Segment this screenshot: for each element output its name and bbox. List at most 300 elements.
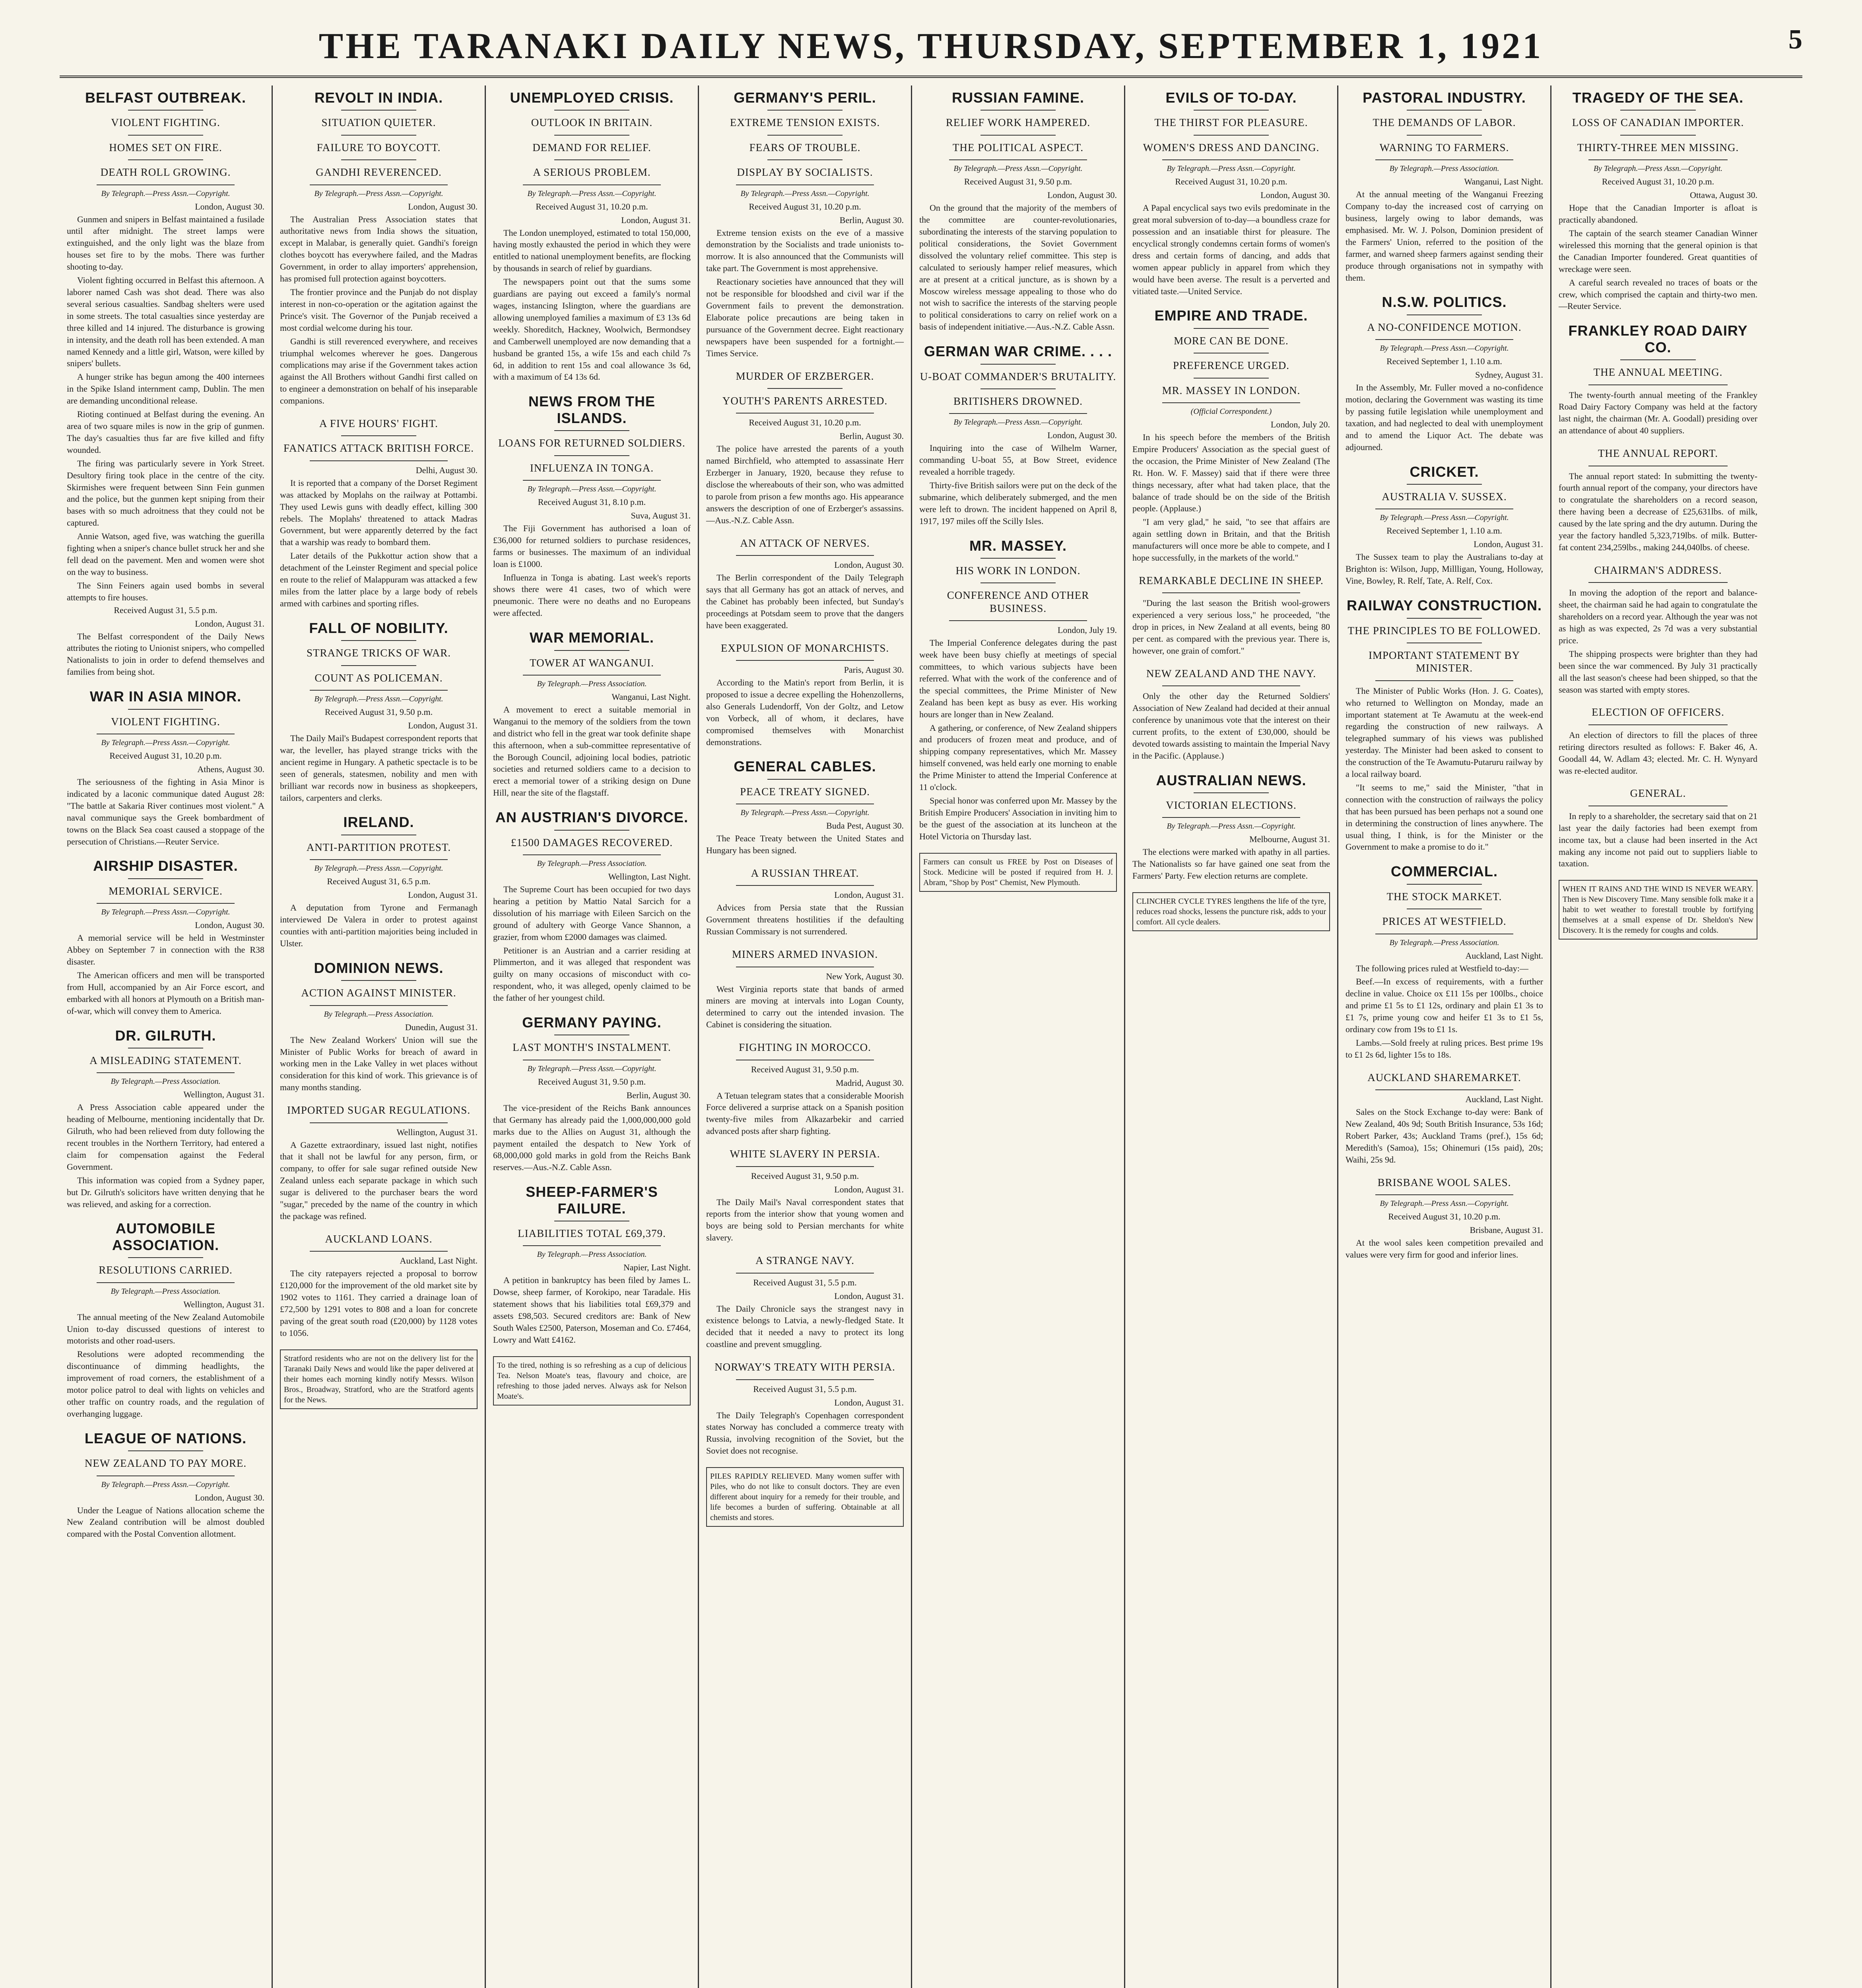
- headline-rule: [310, 1122, 448, 1123]
- headline-rule: [1407, 618, 1482, 619]
- article: [919, 89, 1117, 333]
- advertisement: To the tired, nothing is so refreshing as a cup of delicious Tea. Nelson Moate's teas, flavoury and choice, are refreshing to those jaded nerves. Always ask for Nelson Moate's.: [493, 1356, 691, 1406]
- article: [706, 948, 904, 1031]
- article: [280, 89, 478, 407]
- wire-credit: By Telegraph.—Press Assn.—Copyright.: [101, 738, 230, 747]
- dateline: London, August 31.: [834, 1397, 904, 1408]
- column-5: [912, 85, 1125, 1988]
- received-time: Received August 31, 10.20 p.m.: [1388, 1211, 1501, 1222]
- article-body: [67, 1311, 264, 1420]
- article-body: [706, 1196, 904, 1244]
- article-headline: GERMANY'S PERIL.: [734, 89, 876, 106]
- advertisement: WHEN IT RAINS AND THE WIND IS NEVER WEARY. Then is New Discovery Time. Many sensible folk make it a habit to wet weather to forestall trouble by fortifying themselves at a small expense of Dr. Sheldon's New Discovery. It is the remedy for coughs and colds.: [1559, 880, 1757, 940]
- dateline: Wellington, August 31.: [183, 1089, 264, 1100]
- article-subheading: AUSTRALIA V. SUSSEX.: [1382, 491, 1507, 503]
- article-subheading: FEARS OF TROUBLE.: [749, 141, 861, 153]
- received-time: Received August 31, 10.20 p.m.: [109, 750, 222, 761]
- headline-rule: [97, 1475, 235, 1476]
- article-subheading: YOUTH'S PARENTS ARRESTED.: [722, 394, 888, 407]
- article: [493, 1014, 691, 1173]
- dateline: London, August 30.: [1260, 190, 1330, 200]
- paragraph: The seriousness of the fighting in Asia Minor is indicated by a laconic communique dated August 28: "The battle at Sakaria River continues most violent." A naval communique says the Greek bombardment of towns on the Black Sea coast caused a stoppage of the persecution of Christians.—Reuter Service.: [67, 777, 264, 846]
- headline-rule: [128, 1450, 203, 1451]
- paragraph: The frontier province and the Punjab do not display interest in non-co-operation or the agitation against the Prince's visit. The Governor of the Punjab received a most cordial welcome during his tour.: [280, 287, 478, 333]
- article-body: [280, 214, 478, 407]
- columns-container: [60, 85, 1802, 1988]
- article-headline: FRANKLEY ROAD DAIRY CO.: [1568, 322, 1748, 355]
- dateline: London, August 30.: [195, 201, 264, 212]
- article-subheading: THE DEMANDS OF LABOR.: [1373, 116, 1516, 129]
- article: [1559, 706, 1757, 777]
- article-subheading: MURDER OF ERZBERGER.: [736, 370, 874, 382]
- article: [280, 620, 478, 804]
- paragraph: Beef.—In excess of requirements, with a further decline in value. Choice ox £11 15s per 100lbs., choice and prime £1 5s to £1 12s, ordinary and plain £1 3s to £1 7s, prime young cow and heifer £1 3s to £1 5s, ordinary cow from 19s to £1 1s.: [1346, 977, 1543, 1035]
- headline-rule: [767, 159, 843, 160]
- paragraph: At the annual meeting of the Wanganui Freezing Company to-day the increased cost of carrying on business, largely owing to labor demands, was emphasised. Mr. W. J. Polson, Dominion president of the Farmers' Union, referred to the position of the farmer, and warned sheep farmers against sending their produce through organisations not in sympathy with them.: [1346, 189, 1543, 283]
- headline-rule: [1407, 884, 1482, 885]
- headline-rule: [736, 555, 874, 556]
- paragraph: This information was copied from a Sydney paper, but Dr. Gilruth's solicitors have written denying that he was relieved, and asking for a correction.: [67, 1175, 264, 1209]
- received-time: Received August 31, 6.5 p.m.: [327, 876, 431, 887]
- article-subheading: THE POLITICAL ASPECT.: [952, 141, 1084, 153]
- paragraph: The elections were marked with apathy in all parties. The Nationalists so far have gained one seat from the Farmers' Party. Few election returns are complete.: [1132, 847, 1330, 881]
- article: [280, 960, 478, 1093]
- headline-rule: [1620, 110, 1696, 111]
- wire-credit: By Telegraph.—Press Assn.—Copyright.: [527, 484, 656, 493]
- dateline: Paris, August 30.: [844, 664, 904, 675]
- paragraph: Extreme tension exists on the eve of a massive demonstration by the Socialists and trade unionists to-morrow. It is also announced that the Communists will take part. The Government is most apprehensive.: [706, 227, 904, 274]
- article-headline: AUSTRALIAN NEWS.: [1156, 772, 1307, 788]
- headline-rule: [1375, 680, 1514, 681]
- article-headline: NEWS FROM THE ISLANDS.: [528, 393, 655, 426]
- paragraph: Special honor was conferred upon Mr. Massey by the British Empire Producers' Association in inviting him to be the guest of the association at its luncheon at the Hotel Victoria on Thursday last.: [919, 796, 1117, 841]
- masthead: [60, 16, 1802, 78]
- article: [1132, 667, 1330, 762]
- article: [706, 1254, 904, 1350]
- article-body: [706, 1090, 904, 1138]
- wire-credit: By Telegraph.—Press Assn.—Copyright.: [1167, 164, 1296, 173]
- article-subheading: FAILURE TO BOYCOTT.: [316, 141, 441, 153]
- dateline: Buda Pest, August 30.: [826, 821, 904, 831]
- dateline: Wellington, Last Night.: [608, 871, 691, 881]
- headline-rule: [341, 665, 416, 666]
- article-subheading: AUCKLAND SHAREMARKET.: [1367, 1071, 1521, 1083]
- headline-rule: [554, 650, 629, 651]
- paragraph: In the Assembly, Mr. Fuller moved a no-confidence motion, declaring the Government was wasting its time by passing futile legislation while unemployment and taxation, and had neglected to deal with unemployment and to amend the Liquor Act. The debate was adjourned.: [1346, 382, 1543, 452]
- article-subheading: ACTION AGAINST MINISTER.: [301, 987, 456, 999]
- headline-rule: [341, 135, 416, 136]
- received-time: Received August 31, 10.20 p.m.: [1175, 177, 1287, 187]
- dateline: Melbourne, August 31.: [1249, 834, 1330, 845]
- article-subheading: RELIEF WORK HAMPERED.: [946, 116, 1091, 129]
- article-headline: N.S.W. POLITICS.: [1382, 294, 1507, 311]
- article-body: [67, 1505, 264, 1540]
- headline-rule: [554, 135, 629, 136]
- article-body: [706, 902, 904, 938]
- received-time: Received August 31, 9.50 p.m.: [538, 1076, 646, 1087]
- paragraph: The Daily Chronicle says the strangest navy in existence belongs to Latvia, a newly-fledged State. It decided that it needed a navy to protect its long coastline and prevent smuggling.: [706, 1303, 904, 1349]
- article: [1559, 787, 1757, 870]
- paragraph: Rioting continued at Belfast during the evening. An area of two square miles is now in the grip of gunmen. The day's casualties thus far are five killed and fifty wounded.: [67, 409, 264, 455]
- paragraph: A hunger strike has begun among the 400 internees in the Spike Island internment camp, Dublin. The men are demanding unconditional release.: [67, 372, 264, 406]
- paragraph: Lambs.—Sold freely at ruling prices. Best prime 19s to £1 2s 6d, lighter 15s to 18s.: [1346, 1038, 1543, 1060]
- article-subheading: NEW ZEALAND AND THE NAVY.: [1146, 667, 1316, 679]
- headline-rule: [341, 980, 416, 981]
- paragraph: Violent fighting occurred in Belfast this afternoon. A laborer named Cash was shot dead. There was also several serious casualties. Sandbag shelters were used in some streets. The total casualties since yesterday are three killed and 14 injured. The disturbance is growing in intensity, and the death roll has been extended. A man named Kennedy and a little girl, Watson, were killed by snipers' bullets.: [67, 275, 264, 369]
- wire-credit: By Telegraph.—Press Association.: [1389, 164, 1499, 173]
- article: [706, 1041, 904, 1137]
- received-time: Received August 31, 9.50 p.m.: [324, 707, 433, 717]
- dateline: Brisbane, August 31.: [1470, 1225, 1543, 1235]
- wire-credit: By Telegraph.—Press Association.: [111, 1077, 221, 1086]
- article: [493, 629, 691, 799]
- paragraph: Thirty-five British sailors were put on the deck of the submarine, which deliberately submerged, and the men were left to drown. The incident happened on April 8, 1917, 197 miles off the Scilly Isles.: [919, 480, 1117, 526]
- article-subheading: THE ANNUAL REPORT.: [1598, 447, 1718, 460]
- article-subheading: AUCKLAND LOANS.: [325, 1233, 433, 1245]
- paragraph: The American officers and men will be transported from Hull, accompanied by an Air Force escort, and embarked with all honors at Plymouth on a British man-of-war, which will convey them to America.: [67, 970, 264, 1016]
- article: [493, 809, 691, 1004]
- paragraph: The city ratepayers rejected a proposal to borrow £120,000 for the improvement of the old market site by 1902 votes to 1161. They carried a drainage loan of £72,500 by 1291 votes to 808 and a loan for concrete paving of the great south road (£20,000) by 1128 votes to 1056.: [280, 1268, 478, 1338]
- article-subheading: TOWER AT WANGANUI.: [530, 656, 654, 669]
- dateline: London, August 30.: [1047, 190, 1117, 200]
- article-subheading: THIRTY-THREE MEN MISSING.: [1577, 141, 1739, 153]
- article-subheading: CHAIRMAN'S ADDRESS.: [1594, 564, 1722, 576]
- article-subheading: MINERS ARMED INVASION.: [732, 948, 878, 961]
- wire-credit: By Telegraph.—Press Assn.—Copyright.: [740, 189, 870, 198]
- wire-credit: By Telegraph.—Press Assn.—Copyright.: [101, 1480, 230, 1489]
- headline-rule: [981, 558, 1056, 559]
- paragraph: The Supreme Court has been occupied for two days hearing a petition by Mattio Natal Sarcich for a dissolution of his marriage with Eileen Sarcich on the ground of adultery with George Vance Shannon, a grazier, from whom £2000 damages was claimed.: [493, 884, 691, 942]
- dateline: London, August 30.: [834, 560, 904, 570]
- headline-rule: [523, 1245, 661, 1246]
- headline-rule: [1194, 792, 1269, 793]
- article-subheading: A NO-CONFIDENCE MOTION.: [1367, 321, 1522, 333]
- article-body: [1346, 1237, 1543, 1261]
- dateline: London, August 31.: [1474, 539, 1543, 549]
- article-subheading: DEATH ROLL GROWING.: [100, 166, 231, 179]
- article-subheading: WOMEN'S DRESS AND DANCING.: [1143, 141, 1320, 153]
- article: [1346, 89, 1543, 283]
- article-headline: COMMERCIAL.: [1391, 863, 1498, 880]
- headline-rule: [1588, 159, 1728, 160]
- article-subheading: MORE CAN BE DONE.: [1174, 334, 1289, 347]
- headline-rule: [1194, 110, 1269, 111]
- article: [1132, 574, 1330, 657]
- received-time: Received September 1, 1.10 a.m.: [1386, 356, 1502, 367]
- article-headline: WAR MEMORIAL.: [530, 629, 654, 646]
- article-subheading: IMPORTED SUGAR REGULATIONS.: [287, 1104, 471, 1116]
- article-body: [1559, 810, 1757, 870]
- paragraph: The Imperial Conference delegates during the past week have been busy chiefly at meetings of special committees, to which various subjects have been referred. What with the work of the conference and of the special committees, the Prime Minister of New Zealand has been kept as busy as ever. His working hours are longer than in New Zealand.: [919, 638, 1117, 719]
- article-subheading: A FIVE HOURS' FIGHT.: [319, 417, 438, 430]
- article-body: [1132, 690, 1330, 761]
- headline-rule: [1194, 378, 1269, 379]
- paragraph: Resolutions were adopted recommending the discontinuance of dimming headlights, the improvement of road corners, the establishment of a motor police patrol to deal with lights on vehicles and other traffic on country roads, and the regulation of overhanging luggage.: [67, 1349, 264, 1419]
- received-time: Received September 1, 1.10 a.m.: [1386, 526, 1502, 536]
- wire-credit: By Telegraph.—Press Assn.—Copyright.: [1167, 822, 1296, 831]
- paragraph: Hope that the Canadian Importer is afloat is practically abandoned.: [1559, 203, 1757, 225]
- article-subheading: MR. MASSEY IN LONDON.: [1162, 384, 1301, 396]
- dateline: London, August 31.: [195, 618, 264, 629]
- headline-rule: [736, 885, 874, 886]
- article-headline: RAILWAY CONSTRUCTION.: [1346, 597, 1542, 614]
- headline-rule: [310, 690, 448, 691]
- paragraph: Inquiring into the case of Wilhelm Warner, commanding U-boat 55, at Bow Street, evidence revealed a horrible tragedy.: [919, 443, 1117, 477]
- article-subheading: COUNT AS POLICEMAN.: [315, 672, 443, 684]
- paragraph: An election of directors to fill the places of three retiring directors resulted as follows: F. Baker 46, A. Goodall 44, W. Adlam 43; elected. Mr. C. H. Wynyard was re-elected auditor.: [1559, 730, 1757, 776]
- dateline: London, August 31.: [834, 1184, 904, 1194]
- article: [67, 1430, 264, 1540]
- paragraph: The annual meeting of the New Zealand Automobile Union to-day discussed questions of interest to motorists and other road-users.: [67, 1312, 264, 1346]
- paragraph: The captain of the search steamer Canadian Winner wirelessed this morning that the general opinion is that the Canadian Importer foundered. Great quantities of wreckage were seen.: [1559, 228, 1757, 274]
- paragraph: It is reported that a company of the Dorset Regiment was attacked by Moplahs on the railway at Pottambi. They used Lewis guns with deadly effect, killing 300 rebels. The Moplahs' threatened to attack Madras Government, but were apparently deterred by the fact that a warship was ready to bombard them.: [280, 478, 478, 547]
- paragraph: On the ground that the majority of the members of the committee are counter-revolutionaries, subordinating the interests of the starving population to political considerations, the Soviet Government dissolved the voluntary relief committee. This step is calculated to seriously hamper relief measures, which are at present at a critical juncture, as is shown by a Moscow wireless message appealing to those who do not wish to sacrifice the interests of the starving people to political considerations to carry on relief work on a basis of independent initiative.—Aus.-N.Z. Cable Assn.: [919, 203, 1117, 332]
- paragraph: West Virginia reports state that bands of armed miners are moving at intervals into Logan County, determined to carry out the intended invasion. The Cabinet is considering the situation.: [706, 984, 904, 1030]
- headline-rule: [523, 184, 661, 185]
- headline-rule: [554, 430, 629, 431]
- article-subheading: REMARKABLE DECLINE IN SHEEP.: [1139, 574, 1324, 586]
- dateline: London, August 31.: [408, 890, 478, 900]
- paragraph: The twenty-fourth annual meeting of the Frankley Road Dairy Factory Company was held at the factory last night, the chairman (Mr. A. Goodall) presiding over an attendance of about 40 suppliers.: [1559, 390, 1757, 436]
- headline-rule: [981, 110, 1056, 111]
- headline-rule: [1194, 328, 1269, 329]
- article-body: [280, 1268, 478, 1339]
- dateline: Suva, August 31.: [631, 510, 691, 520]
- headline-rule: [310, 859, 448, 860]
- article-body: [706, 443, 904, 526]
- article-body: [706, 1409, 904, 1457]
- article-headline: SHEEP-FARMER'S FAILURE.: [526, 1184, 658, 1217]
- article-subheading: GANDHI REVERENCED.: [316, 166, 442, 179]
- article-headline: FALL OF NOBILITY.: [309, 619, 449, 636]
- received-time: Received August 31, 5.5 p.m.: [114, 605, 217, 615]
- article-subheading: ANTI-PARTITION PROTEST.: [306, 841, 451, 853]
- column-1: [60, 85, 273, 1988]
- wire-credit: By Telegraph.—Press Assn.—Copyright.: [314, 864, 443, 873]
- headline-rule: [341, 640, 416, 641]
- article: [919, 343, 1117, 527]
- article-body: [706, 983, 904, 1031]
- column-7: [1338, 85, 1551, 1988]
- article: [67, 89, 264, 678]
- article-body: [280, 902, 478, 949]
- article-subheading: NEW ZEALAND TO PAY MORE.: [84, 1457, 247, 1470]
- article-subheading: LAST MONTH'S INSTALMENT.: [513, 1041, 671, 1054]
- dateline: Dunedin, August 31.: [405, 1022, 478, 1032]
- article-body: [1346, 963, 1543, 1061]
- article-subheading: MEMORIAL SERVICE.: [109, 885, 223, 897]
- article-subheading: THE PRINCIPLES TO BE FOLLOWED.: [1347, 624, 1541, 637]
- headline-rule: [1375, 1194, 1514, 1195]
- headline-rule: [341, 435, 416, 436]
- article-subheading: BRITISHERS DROWNED.: [953, 395, 1083, 407]
- dateline: Auckland, Last Night.: [1465, 950, 1543, 961]
- article-headline: AN AUSTRIAN'S DIVORCE.: [495, 809, 689, 826]
- headline-rule: [310, 1005, 448, 1006]
- article-headline: TRAGEDY OF THE SEA.: [1572, 89, 1744, 106]
- wire-credit: By Telegraph.—Press Assn.—Copyright.: [953, 418, 1083, 427]
- article-body: [1132, 202, 1330, 297]
- headline-rule: [97, 184, 235, 185]
- headline-rule: [981, 388, 1056, 389]
- paragraph: A Gazette extraordinary, issued last night, notifies that it shall not be lawful for any person, firm, or company, to offer for sale sugar refined outside New Zealand unless each separate package in which such sugar is delivered to the purchaser bears the word "sugar," preceded by the name of the country in which the package was refined.: [280, 1140, 478, 1221]
- dateline: Madrid, August 30.: [835, 1077, 904, 1088]
- article-body: [1346, 188, 1543, 283]
- paragraph: Petitioner is an Austrian and a carrier residing at Plimmerton, and it was alleged that respondent was guilty on many occasions of misconduct with co-respondent, who, it was alleged, openly claimed to be the father of her youngest child.: [493, 945, 691, 1003]
- paragraph: In reply to a shareholder, the secretary said that on 21 last year the daily factories had been exempt from income tax, but a clause had been inserted in the Act making any income not paid out to suppliers liable to taxation.: [1559, 811, 1757, 869]
- headline-rule: [1407, 110, 1482, 111]
- article-body: [1559, 389, 1757, 437]
- article-subheading: THE THIRST FOR PLEASURE.: [1154, 116, 1308, 129]
- headline-rule: [310, 184, 448, 185]
- paragraph: The London unemployed, estimated to total 150,000, having mostly exhausted the period in which they were entitled to national unemployment benefits, are flocking by thousands in search of relief by guardians.: [493, 227, 691, 274]
- dateline: Auckland, Last Night.: [1465, 1094, 1543, 1105]
- paragraph: The Daily Mail's Budapest correspondent reports that war, the leveller, has played strange tricks with the ancient regime in Hungary. A pathetic spectacle is to be seen of generals, statesmen, nobility and men with brilliant war records now in business as shopkeepers, tailors, carpenters and clerks.: [280, 733, 478, 803]
- article: [67, 688, 264, 847]
- article-body: [1346, 551, 1543, 587]
- headline-rule: [128, 159, 203, 160]
- article: [706, 537, 904, 631]
- paragraph: At the wool sales keen competition prevailed and values were very firm for good and inferior lines.: [1346, 1238, 1543, 1260]
- paragraph: The annual report stated: In submitting the twenty-fourth annual report of the company, your directors have to congratulate the shareholders on a record season, there having been a decrease of £25,631lbs. of milk, caused by the late spring and the dry autumn. During the year the factory handled 5,323,719lbs. of milk. Butter-fat content 234,259lbs., making 244,040lbs. of cheese.: [1559, 471, 1757, 552]
- article: [706, 1147, 904, 1244]
- article: [280, 1233, 478, 1339]
- article-body: [493, 704, 691, 799]
- article-headline: PASTORAL INDUSTRY.: [1363, 89, 1526, 106]
- column-8: [1551, 85, 1765, 1988]
- paragraph: The newspapers point out that the sums some guardians are paying out exceed a family's normal wages, instancing Islington, where the guardians are allowing unemployed families a maximum of £3 13s 6d weekly. Shoreditch, Hackney, Woolwich, Bermondsey and Camberwell unemployed are now demanding that a husband be granted 15s, a wife 15s and each child 7s 6d, in addition to rent 15s and coal allowance 3s 6d, with a maximum of £4 13s 6d.: [493, 277, 691, 382]
- received-time: Received August 31, 9.50 p.m.: [751, 1064, 859, 1074]
- article-headline: RUSSIAN FAMINE.: [951, 89, 1085, 106]
- headline-rule: [97, 1282, 235, 1283]
- article-subheading: GENERAL.: [1630, 787, 1686, 800]
- received-time: Received August 31, 10.20 p.m.: [749, 417, 861, 428]
- article-subheading: PEACE TREATY SIGNED.: [740, 785, 870, 798]
- headline-rule: [128, 1257, 203, 1258]
- headline-rule: [1375, 159, 1514, 160]
- headline-rule: [554, 110, 629, 111]
- paragraph: A movement to erect a suitable memorial in Wanganui to the memory of the soldiers from the town and district who fell in the great war took definite shape this afternoon, when a sub-committee representative of the Borough Council, adjoining local bodies, patriotic societies and returned soldiers came to a decision to erect a memorial tower of a striking design on Dune Hill, near the site of the flagstaff.: [493, 704, 691, 798]
- advertisement: PILES RAPIDLY RELIEVED. Many women suffer with Piles, who do not like to consult doctors. They are even different about inquiry for a remedy for their trouble, and life becomes a burden of suffering. Obtainable at all chemists and stores.: [706, 1467, 904, 1527]
- article-headline: CRICKET.: [1410, 463, 1479, 480]
- article-body: [1132, 431, 1330, 564]
- article-body: [706, 572, 904, 631]
- paragraph: Annie Watson, aged five, was watching the guerilla fighting when a sniper's chance bullet struck her and she fell dead on the pavement. Men and women were shot on the way to business.: [67, 531, 264, 577]
- dateline: Delhi, August 30.: [416, 465, 478, 475]
- article: [1132, 772, 1330, 882]
- article-subheading: AN ATTACK OF NERVES.: [740, 537, 870, 549]
- article-body: [1559, 729, 1757, 777]
- article: [493, 393, 691, 619]
- wire-credit: By Telegraph.—Press Assn.—Copyright.: [527, 1064, 656, 1073]
- article-body: [706, 1303, 904, 1351]
- received-time: Received August 31, 10.20 p.m.: [1602, 177, 1714, 187]
- article-body: [67, 776, 264, 847]
- wire-credit: By Telegraph.—Press Assn.—Copyright.: [1593, 164, 1723, 173]
- article-subheading: RESOLUTIONS CARRIED.: [99, 1264, 233, 1276]
- headline-rule: [767, 779, 843, 780]
- paragraph: The shipping prospects were brighter than they had been since the war commenced. By July 31 practically all the last season's cheese had been shipped, so that the season was started with empty stores.: [1559, 648, 1757, 695]
- article-subheading: A RUSSIAN THREAT.: [751, 867, 859, 879]
- advertisement: CLINCHER CYCLE TYRES lengthens the life of the tyre, reduces road shocks, lessens the puncture risk, adds to your comfort. All cycle dealers.: [1132, 892, 1330, 931]
- article-subheading: A STRANGE NAVY.: [755, 1254, 854, 1267]
- column-6: [1125, 85, 1338, 1988]
- article-body: [493, 1274, 691, 1345]
- paragraph: "I am very glad," he said, "to see that affairs are again settling down in Britain, and that the British manufacturers will once more be able to compete, and I hope successfully, in the markets of the world.": [1132, 517, 1330, 563]
- dateline: Wanganui, Last Night.: [612, 691, 691, 702]
- article-body: [919, 442, 1117, 527]
- article-subheading: EXTREME TENSION EXISTS.: [730, 116, 880, 129]
- article-subheading: A SERIOUS PROBLEM.: [533, 166, 651, 179]
- article-body: [1346, 685, 1543, 853]
- received-time: Received August 31, 5.5 p.m.: [753, 1277, 857, 1287]
- wire-credit: By Telegraph.—Press Assn.—Copyright.: [101, 189, 230, 198]
- article: [67, 858, 264, 1017]
- article: [1132, 89, 1330, 297]
- article: [280, 417, 478, 610]
- paragraph: A Press Association cable appeared under the heading of Melbourne, mentioning incidentally that Dr. Gilruth, who had been relieved from duty following the recent troubles in the Northern Territory, had entered a claim for compensation against the Federal Government.: [67, 1102, 264, 1172]
- paragraph: A careful search revealed no traces of boats or the crew, which comprised the captain and thirty-two men.—Reuter Service.: [1559, 277, 1757, 311]
- article-body: [1559, 202, 1757, 312]
- article-subheading: CONFERENCE AND OTHER BUSINESS.: [947, 589, 1089, 614]
- article-subheading: SITUATION QUIETER.: [321, 116, 436, 129]
- article-subheading: NORWAY'S TREATY WITH PERSIA.: [715, 1361, 895, 1373]
- article-headline: IRELAND.: [343, 814, 414, 831]
- paragraph: The Peace Treaty between the United States and Hungary has been signed.: [706, 833, 904, 856]
- article: [280, 814, 478, 949]
- article: [1346, 464, 1543, 587]
- article-body: [67, 214, 264, 678]
- headline-rule: [767, 388, 843, 389]
- headline-rule: [767, 110, 843, 111]
- article: [493, 1184, 691, 1346]
- article-headline: REVOLT IN INDIA.: [314, 89, 443, 106]
- article: [919, 538, 1117, 843]
- headline-rule: [1162, 159, 1301, 160]
- headline-rule: [1375, 1089, 1514, 1090]
- headline-rule: [523, 480, 661, 481]
- headline-rule: [736, 413, 874, 414]
- article-subheading: STRANGE TRICKS OF WAR.: [306, 647, 451, 659]
- headline-rule: [341, 110, 416, 111]
- received-time: Received August 31, 9.50 p.m.: [964, 177, 1072, 187]
- paragraph: The following prices ruled at Westfield to-day:—: [1356, 963, 1529, 973]
- article-headline: LEAGUE OF NATIONS.: [84, 1430, 247, 1446]
- paragraph: In moving the adoption of the report and balance-sheet, the chairman said he had again to congratulate the shareholders on a record year. Although the year was not as high as was expected, 2s 7d was a very substantial price.: [1559, 588, 1757, 645]
- article-body: [1132, 597, 1330, 657]
- dateline: London, August 31.: [834, 1291, 904, 1301]
- received-time: Received August 31, 9.50 p.m.: [751, 1171, 859, 1181]
- article-subheading: ELECTION OF OFFICERS.: [1592, 706, 1724, 718]
- article-headline: GERMANY PAYING.: [522, 1014, 662, 1031]
- paragraph: A Papal encyclical says two evils predominate in the great moral subversion of to-day—a boundless craze for possession and an insatiable thirst for pleasure. The encyclical strongly condemns certain forms of women's dress and certain forms of dancing, and adds that women appear publicly in apparel from which they would have been averse. The result is a perverted and vitiated taste.—United Service.: [1132, 203, 1330, 296]
- article-headline: DOMINION NEWS.: [314, 959, 444, 976]
- article-headline: EVILS OF TO-DAY.: [1165, 89, 1297, 106]
- wire-credit: By Telegraph.—Press Assn.—Copyright.: [740, 808, 870, 817]
- paragraph: Gandhi is still reverenced everywhere, and receives triumphal welcomes wherever he goes. Dangerous complications may arise if the Government takes action against the All Brothers without Gandhi first called on to engineer a demonstration on behalf of his inseparable companions.: [280, 336, 478, 406]
- article-subheading: WARNING TO FARMERS.: [1379, 141, 1509, 153]
- headline-rule: [1588, 582, 1728, 583]
- received-time: Received August 31, 10.20 p.m.: [536, 201, 648, 212]
- dateline: London, July 19.: [1057, 625, 1117, 635]
- article-subheading: VIOLENT FIGHTING.: [111, 715, 220, 728]
- dateline: Athens, August 30.: [197, 764, 264, 774]
- article-headline: GENERAL CABLES.: [734, 758, 876, 775]
- article: [706, 89, 904, 359]
- advertisement: Stratford residents who are not on the delivery list for the Taranaki Daily News and would like the paper delivered at their homes each morning kindly notify Messrs. Wilson Bros., Broadway, Stratford, who are the Stratford agents for the News.: [280, 1349, 478, 1409]
- paragraph: A Tetuan telegram states that a considerable Moorish Force delivered a surprise attack on a Spanish position twenty-five miles from Alkazarbekir and carried advanced posts after sharp fighting.: [706, 1090, 904, 1136]
- masthead-title: THE TARANAKI DAILY NEWS, THURSDAY, SEPTEMBER 1, 1921: [318, 25, 1544, 66]
